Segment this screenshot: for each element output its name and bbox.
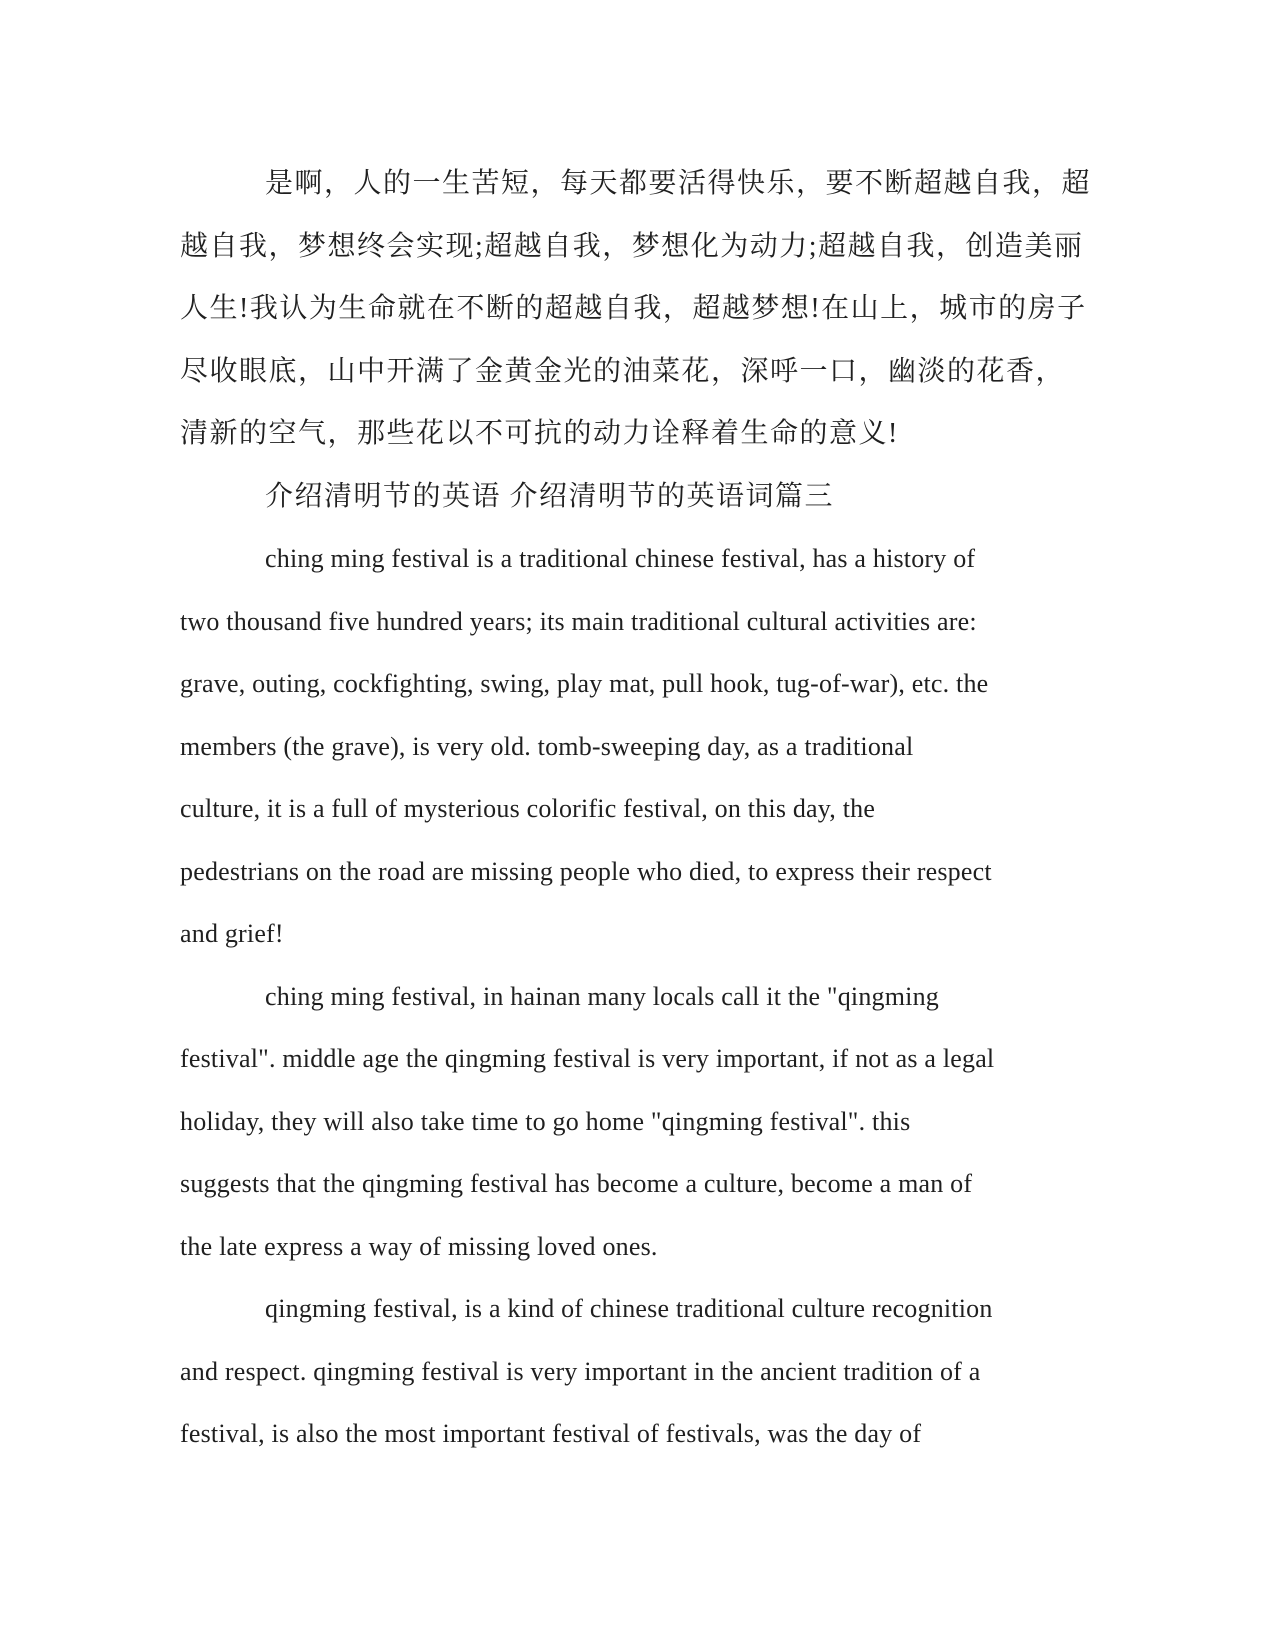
text-line: the late express a way of missing loved ones. [180, 1231, 658, 1261]
text-line: holiday, they will also take time to go home "qingming festival". this [180, 1106, 911, 1136]
text-line: qingming festival, is a kind of chinese traditional culture recognition [265, 1294, 993, 1323]
text-line: two thousand five hundred years; its main traditional cultural activities are: [180, 606, 977, 636]
text-block [180, 164, 1096, 1477]
paragraph-english-1 [180, 539, 1096, 977]
text-line: 是啊，人的一生苦短，每天都要活得快乐，要不断超越自我，超 [265, 168, 1092, 199]
text-line: 清新的空气，那些花以不可抗的动力诠释着生命的意义! [180, 418, 899, 449]
paragraph-section-heading [180, 477, 1096, 540]
text-line: festival, is also the most important festival of festivals, was the day of [180, 1419, 922, 1448]
text-line: pedestrians on the road are missing people who died, to express their respect [180, 856, 992, 886]
text-line: suggests that the qingming festival has become a culture, become a man of [180, 1169, 973, 1198]
text-line: and grief! [180, 919, 284, 948]
text-line: 尽收眼底，山中开满了金黄金光的油菜花，深呼一口，幽淡的花香， [180, 355, 1066, 387]
text-line: ching ming festival is a traditional chinese festival, has a history of [265, 544, 976, 573]
paragraph-chinese-intro [180, 164, 1096, 477]
text-line: 介绍清明节的英语 介绍清明节的英语词篇三 [265, 480, 835, 512]
paragraph-english-3 [180, 1289, 1096, 1477]
text-line: members (the grave), is very old. tomb-sweeping day, as a traditional [180, 731, 914, 761]
text-line: ching ming festival, in hainan many locals call it the "qingming [265, 981, 939, 1011]
text-line: culture, it is a full of mysterious colorific festival, on this day, the [180, 794, 876, 823]
paragraph-english-2 [180, 977, 1096, 1290]
text-line: festival". middle age the qingming festival is very important, if not as a legal [180, 1044, 995, 1073]
text-line: 人生!我认为生命就在不断的超越自我，超越梦想!在山上，城市的房子 [180, 293, 1087, 324]
text-line: 越自我，梦想终会实现;超越自我，梦想化为动力;超越自我，创造美丽 [180, 230, 1084, 262]
text-line: and respect. qingming festival is very important in the ancient tradition of a [180, 1356, 981, 1386]
text-line: grave, outing, cockfighting, swing, play mat, pull hook, tug-of-war), etc. the [180, 669, 989, 698]
